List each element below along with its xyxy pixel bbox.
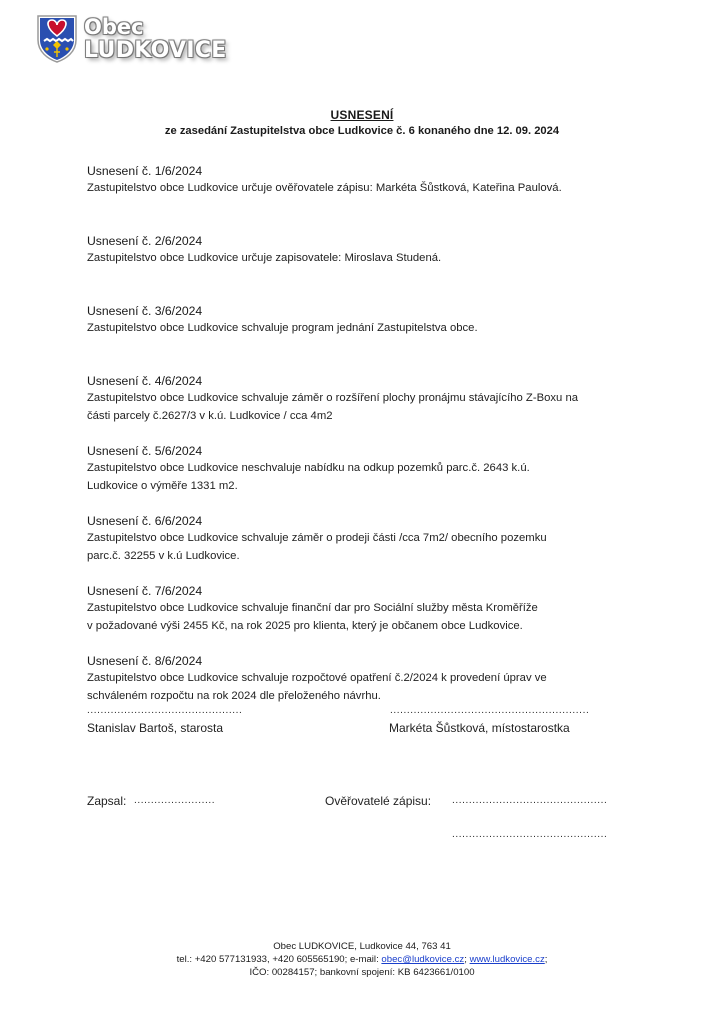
signature-name-mayor: Stanislav Bartoš, starosta xyxy=(87,721,224,735)
resolution-number: Usnesení č. 3/6/2024 xyxy=(87,304,203,318)
resolution-text: části parcely č.2627/3 v k.ú. Ludkovice / cca 4m2 xyxy=(87,409,333,422)
resolution-text: Zastupitelstvo obce Ludkovice určuje ověřovatele zápisu: Markéta Šůstková, Kateřina Paulová. xyxy=(87,182,562,194)
logo-line1: Obec xyxy=(84,15,144,39)
verifier1-signature-line: .............................................. xyxy=(452,795,608,806)
footer-separator: ; xyxy=(464,954,470,965)
resolution-text: Zastupitelstvo obce Ludkovice neschvaluje nabídku na odkup pozemků parc.č. 2643 k.ú. xyxy=(87,462,530,474)
resolution-text: parc.č. 32255 v k.ú Ludkovice. xyxy=(87,549,240,562)
verifiers-label: Ověřovatelé zápisu: xyxy=(325,794,432,808)
footer-bank-info: IČO: 00284157; bankovní spojení: KB 6423661/0100 xyxy=(249,967,475,978)
resolution-item xyxy=(87,162,657,232)
document-title: USNESENÍ xyxy=(330,108,394,122)
resolution-text: Zastupitelstvo obce Ludkovice schvaluje rozpočtové opatření č.2/2024 k provedení úprav ve xyxy=(87,672,547,684)
resolution-text: Zastupitelstvo obce Ludkovice určuje zapisovatele: Miroslava Studená. xyxy=(87,252,442,264)
resolution-item xyxy=(87,232,657,302)
logo-text xyxy=(84,16,227,64)
resolution-number: Usnesení č. 5/6/2024 xyxy=(87,444,203,458)
recorder-label: Zapsal: xyxy=(87,794,127,808)
footer-address: Obec LUDKOVICE, Ludkovice 44, 763 41 xyxy=(273,941,451,952)
resolution-item xyxy=(87,512,657,582)
recorder-signature-line: ........................ xyxy=(134,795,216,806)
footer-email-link[interactable]: obec@ludkovice.cz xyxy=(381,954,465,965)
resolution-number: Usnesení č. 6/6/2024 xyxy=(87,514,203,528)
footer-web-link[interactable]: www.ludkovice.cz xyxy=(469,954,545,965)
resolution-text: Ludkovice o výměře 1331 m2. xyxy=(87,479,238,492)
document-subtitle: ze zasedání Zastupitelstva obce Ludkovice č. 6 konaného dne 12. 09. 2024 xyxy=(164,125,560,137)
resolution-number: Usnesení č. 8/6/2024 xyxy=(87,654,203,668)
resolution-item xyxy=(87,372,657,442)
resolutions-list xyxy=(87,162,657,722)
resolution-text: Zastupitelstvo obce Ludkovice schvaluje finanční dar pro Sociální služby města Kroměříže xyxy=(87,602,538,614)
resolution-number: Usnesení č. 1/6/2024 xyxy=(87,164,203,178)
footer-contacts xyxy=(0,953,724,966)
resolution-item xyxy=(87,442,657,512)
resolution-text: schváleném rozpočtu na rok 2024 dle přeloženého návrhu. xyxy=(87,689,381,702)
resolution-item xyxy=(87,582,657,652)
verifier2-signature-line: .............................................. xyxy=(452,829,608,840)
footer-phone: tel.: +420 577131933, +420 605565190; e-mail: xyxy=(176,954,382,965)
logo-line2: LUDKOVICE xyxy=(84,38,227,63)
signature-line-mayor: .............................................. xyxy=(87,705,243,716)
resolution-number: Usnesení č. 2/6/2024 xyxy=(87,234,203,248)
resolution-text: Zastupitelstvo obce Ludkovice schvaluje záměr o rozšíření plochy pronájmu stávajícího Z-Boxu na xyxy=(87,392,579,404)
signature-line-deputy: ........................................................... xyxy=(390,705,590,716)
resolution-text: Zastupitelstvo obce Ludkovice schvaluje program jednání Zastupitelstva obce. xyxy=(87,322,478,334)
resolution-item xyxy=(87,302,657,372)
resolution-text: v požadované výši 2455 Kč, na rok 2025 pro klienta, který je občanem obce Ludkovice. xyxy=(87,619,523,632)
footer-end: ; xyxy=(544,954,548,965)
municipality-logo xyxy=(36,14,236,72)
resolution-text: Zastupitelstvo obce Ludkovice schvaluje záměr o prodeji části /cca 7m2/ obecního pozemku xyxy=(87,532,547,544)
resolution-number: Usnesení č. 7/6/2024 xyxy=(87,584,203,598)
coat-of-arms-icon xyxy=(36,14,78,64)
signature-name-deputy: Markéta Šůstková, místostarostka xyxy=(389,721,570,735)
resolution-number: Usnesení č. 4/6/2024 xyxy=(87,374,203,388)
